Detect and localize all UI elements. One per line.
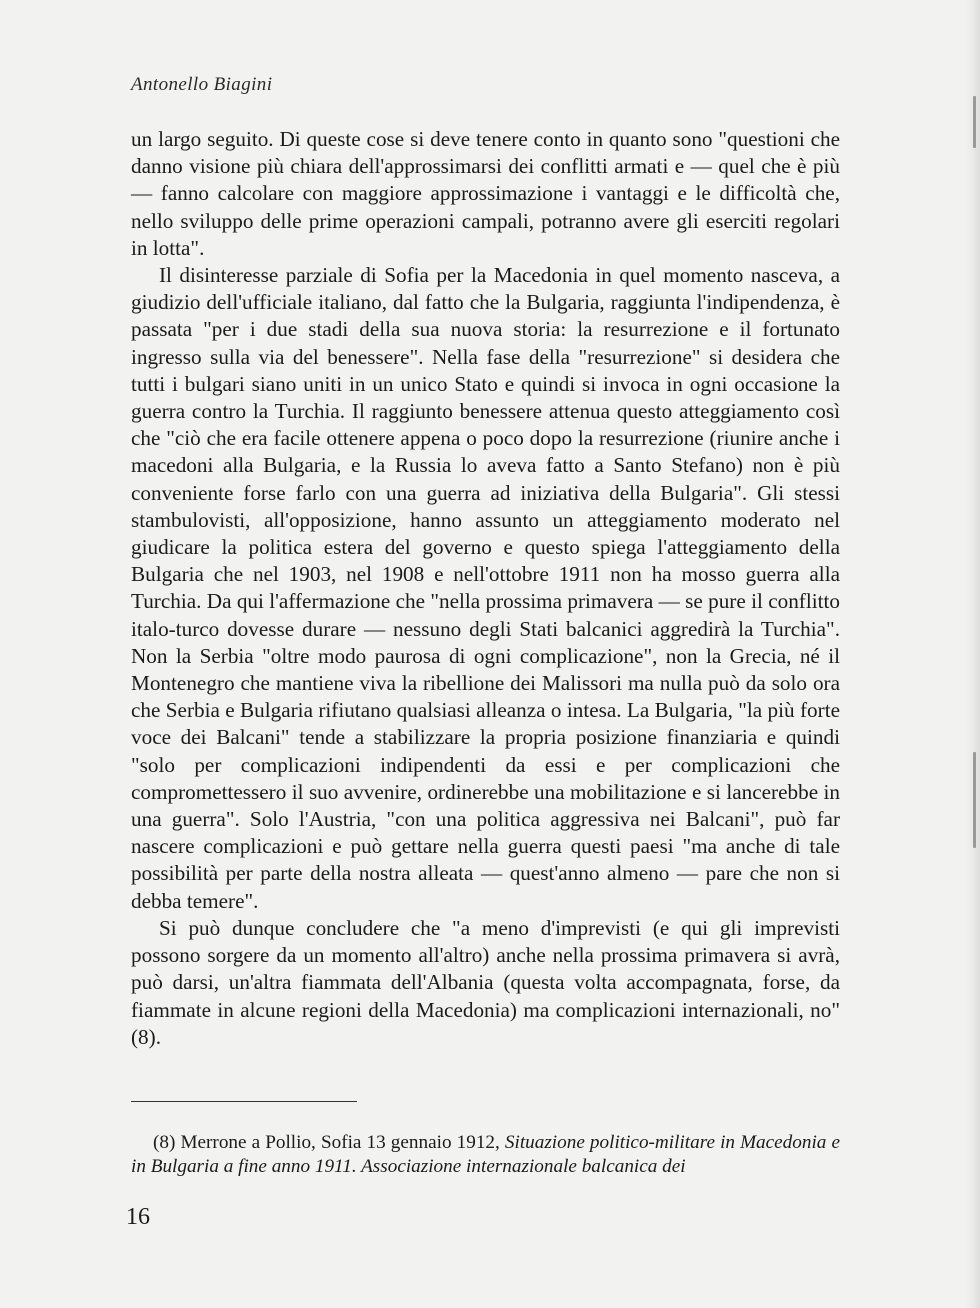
page-edge-mark <box>973 752 976 848</box>
footnote-8-title: Situazione politico-militare in Macedonia e in Bulgaria a fine anno 1911. Associazione internazionale balcanica dei <box>131 1132 840 1177</box>
page-edge-shadow <box>964 0 980 1308</box>
footnote-8-citation: (8) Merrone a Pollio, Sofia 13 gennaio 1912, <box>153 1132 505 1153</box>
body-text <box>131 126 840 1051</box>
footnote-separator <box>131 1101 357 1102</box>
paragraph-2: Il disinteresse parziale di Sofia per la Macedonia in quel momento nasceva, a giudizio dell'ufficiale italiano, dal fatto che la Bulgaria, raggiunta l'indipendenza, è passata "per i due stadi della sua nuova storia: la resurrezione e il fortunato ingresso sulla via del benessere". Nella fase della "resurrezione" si desidera che tutti i bulgari siano uniti in un unico Stato e quindi si invoca in ogni occasione la guerra contro la Turchia. Il raggiunto benessere attenua questo atteggiamento così che "ciò che era facile ottenere appena o poco dopo la resurrezione (riunire anche i macedoni alla Bulgaria, e la Russia lo aveva fatto a Santo Stefano) non è più conveniente forse farlo con una guerra ad iniziativa della Bulgaria". Gli stessi stambulovisti, all'opposizione, hanno assunto un atteggiamento moderato nel giudicare la politica estera del governo e questo spiega l'atteggiamento della Bulgaria che nel 1903, nel 1908 e nell'ottobre 1911 non ha mosso guerra alla Turchia. Da qui l'affermazione che "nella prossima primavera — se pure il conflitto italo-turco dovesse durare — nessuno degli Stati balcanici aggredirà la Turchia". Non la Serbia "oltre modo paurosa di ogni complicazione", non la Grecia, né il Montenegro che mantiene viva la ribellione dei Malissori ma nulla può da solo ora che Serbia e Bulgaria rifiutano qualsiasi alleanza o intesa. La Bulgaria, "la più forte voce dei Balcani" tende a stabilizzare la propria posizione finanziaria e quindi "solo per complicazioni indipendenti da essi e per complicazioni che compromettessero il suo avvenire, ordinerebbe una mobilitazione e si lancerebbe in una guerra". Solo l'Austria, "con una politica aggressiva nei Balcani", può far nascere complicazioni e può gettare nella guerra questi paesi "ma anche di tale possibilità per parte della nostra alleata — quest'anno almeno — pare che non si debba temere". <box>131 263 840 913</box>
page-edge-mark <box>973 96 976 148</box>
paragraph-1: un largo seguito. Di queste cose si deve tenere conto in quanto sono "questioni che danno visione più chiara dell'approssimarsi dei conflitti armati e — quel che è più — fanno calcolare con maggiore approssimazione i vantaggi e le difficoltà che, nello sviluppo delle prime operazioni campali, potranno avere gli eserciti regolari in lotta". <box>131 127 840 260</box>
paragraph-3: Si può dunque concludere che "a meno d'imprevisti (e qui gli imprevisti possono sorgere da un momento all'altro) anche nella prossima primavera si avrà, può darsi, un'altra fiammata dell'Albania (questa volta accompagnata, forse, da fiammate in alcune regioni della Macedonia) ma complicazioni internazionali, no" (8). <box>131 915 840 1049</box>
running-head-author: Antonello Biagini <box>131 74 273 95</box>
footnote-8 <box>131 1131 840 1179</box>
page-number: 16 <box>126 1204 150 1230</box>
